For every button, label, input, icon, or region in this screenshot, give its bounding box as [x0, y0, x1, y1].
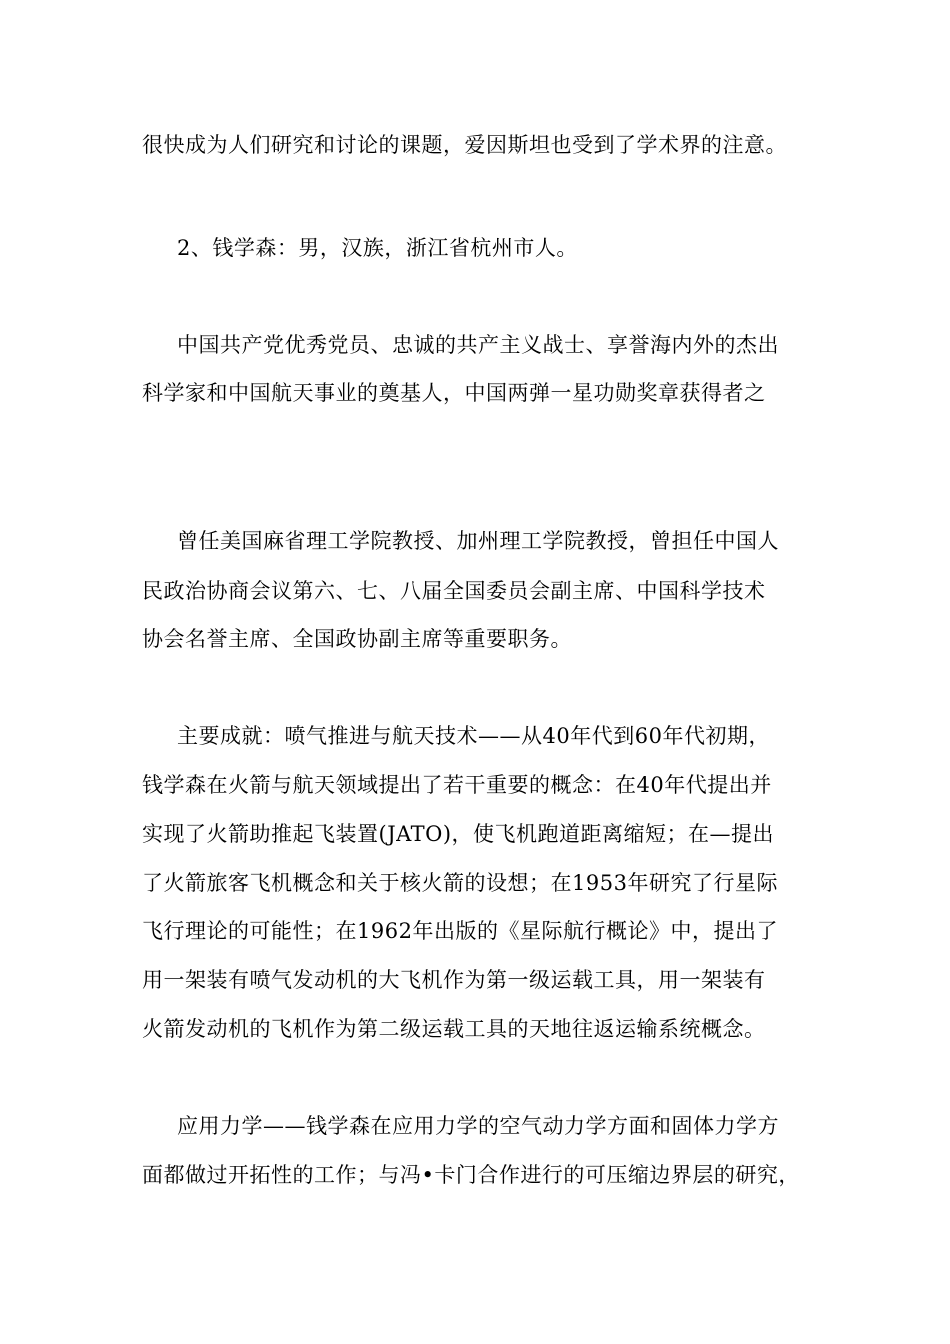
text-line: 面都做过开拓性的工作；与冯•卡门合作进行的可压缩边界层的研究，	[142, 1163, 800, 1187]
text-line: 应用力学——钱学森在应用力学的空气动力学方面和固体力学方	[177, 1114, 779, 1138]
text-line: 飞行理论的可能性；在1962年出版的《星际航行概论》中，提出了	[142, 919, 778, 943]
text-line: 用一架装有喷气发动机的大飞机作为第一级运载工具，用一架装有	[142, 968, 766, 992]
text-line: 2、钱学森：男，汉族，浙江省杭州市人。	[177, 236, 578, 260]
text-line: 中国共产党优秀党员、忠诚的共产主义战士、享誉海内外的杰出	[177, 333, 779, 357]
text-line: 科学家和中国航天事业的奠基人，中国两弹一星功勋奖章获得者之	[142, 381, 766, 405]
text-line: 主要成就：喷气推进与航天技术——从40年代到60年代初期，	[177, 724, 770, 748]
text-line: 钱学森在火箭与航天领域提出了若干重要的概念：在40年代提出并	[142, 773, 772, 797]
text-line: 火箭发动机的飞机作为第二级运载工具的天地往返运输系统概念。	[142, 1017, 766, 1041]
text-line: 民政治协商会议第六、七、八届全国委员会副主席、中国科学技术	[142, 579, 766, 603]
text-line: 了火箭旅客飞机概念和关于核火箭的设想；在1953年研究了行星际	[142, 871, 778, 895]
text-line: 实现了火箭助推起飞装置(JATO)，使飞机跑道距离缩短；在—提出	[142, 822, 775, 846]
text-line: 曾任美国麻省理工学院教授、加州理工学院教授，曾担任中国人	[177, 529, 779, 553]
text-line: 协会名誉主席、全国政协副主席等重要职务。	[142, 627, 572, 651]
text-line: 很快成为人们研究和讨论的课题，爱因斯坦也受到了学术界的注意。	[142, 133, 787, 157]
